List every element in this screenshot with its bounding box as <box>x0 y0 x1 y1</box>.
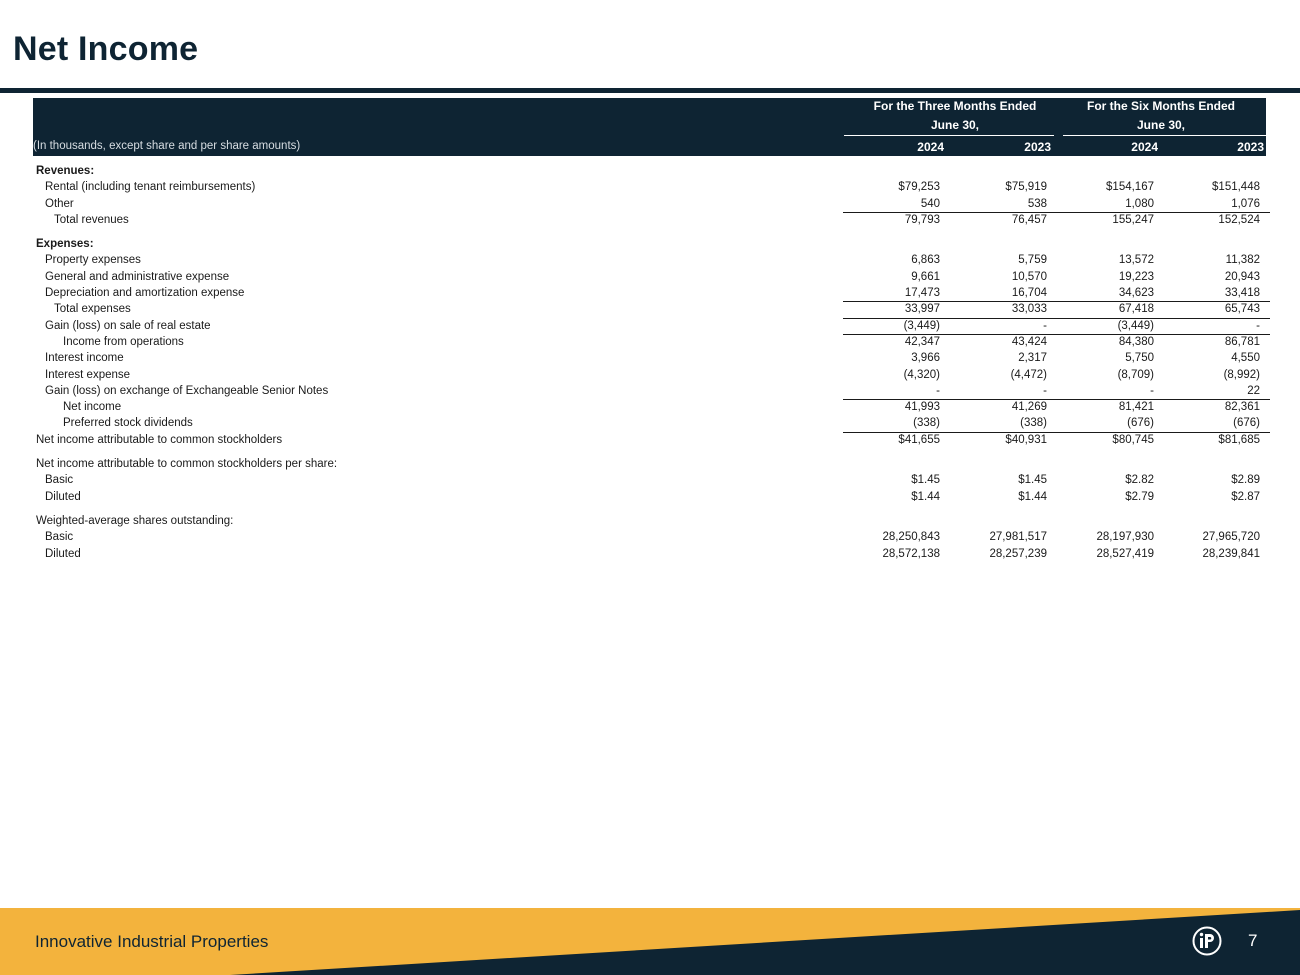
row-value: 538 <box>1027 197 1047 210</box>
row-value-text: 82,361 <box>1224 401 1260 414</box>
title-divider <box>0 88 1300 93</box>
subtotal-rule <box>1057 301 1164 302</box>
page-number: 7 <box>1248 931 1258 950</box>
row-label: Other <box>45 197 74 210</box>
table-row <box>33 472 1266 488</box>
table-header <box>33 98 1266 156</box>
row-value-text: 76,457 <box>1011 213 1047 226</box>
subtotal-rule <box>1163 399 1270 400</box>
row-label: Interest expense <box>45 368 131 381</box>
row-value-text: $81,685 <box>1218 433 1260 446</box>
group-underline-three-months <box>844 135 1054 136</box>
row-value <box>844 318 940 334</box>
subtotal-rule <box>843 399 950 400</box>
subtotal-rule <box>843 301 950 302</box>
row-label: Net income attributable to common stockholders <box>36 433 283 446</box>
row-value: 33,418 <box>1224 287 1260 300</box>
row-value: $1.45 <box>911 474 940 487</box>
subtotal-rule <box>1163 318 1270 319</box>
row-value-text: 33,997 <box>904 303 940 316</box>
row-value: 28,197,930 <box>1096 531 1154 544</box>
row-value: (4,472) <box>1010 368 1047 381</box>
row-value <box>951 399 1047 415</box>
row-label: Weighted-average shares outstanding: <box>36 514 234 527</box>
row-label: Total expenses <box>54 303 131 316</box>
row-value <box>844 212 940 228</box>
row-value: - <box>1043 384 1047 397</box>
row-value: (338) <box>913 417 940 430</box>
subtotal-rule <box>1057 432 1164 433</box>
row-value: 13,572 <box>1118 254 1154 267</box>
row-value-text: - <box>1043 319 1047 332</box>
row-value <box>1164 212 1260 228</box>
row-value: - <box>1150 384 1154 397</box>
year-header: 2024 <box>917 140 944 154</box>
table-row <box>33 285 1266 301</box>
row-value: 2,317 <box>1018 352 1047 365</box>
table-row <box>33 196 1266 212</box>
row-value-text: 67,418 <box>1118 303 1154 316</box>
row-value: 28,257,239 <box>989 547 1047 560</box>
row-value <box>1164 399 1260 415</box>
row-label: Property expenses <box>45 254 141 267</box>
row-value-text: 41,269 <box>1011 401 1047 414</box>
row-label: Preferred stock dividends <box>63 417 193 430</box>
row-value: (676) <box>1127 417 1154 430</box>
row-label: Basic <box>45 531 74 544</box>
subtotal-rule <box>950 212 1057 213</box>
table-row <box>33 252 1266 268</box>
subtotal-rule <box>950 318 1057 319</box>
row-value-text: 41,993 <box>904 401 940 414</box>
row-value: $154,167 <box>1106 181 1154 194</box>
row-value: $1.44 <box>911 490 940 503</box>
row-value: 27,965,720 <box>1202 531 1260 544</box>
row-value: 27,981,517 <box>989 531 1047 544</box>
footer-company-name: Innovative Industrial Properties <box>35 932 269 951</box>
subtotal-rule <box>1057 318 1164 319</box>
table-row <box>33 179 1266 195</box>
row-value: $75,919 <box>1005 181 1047 194</box>
table-row <box>33 456 1266 472</box>
row-value-text: 86,781 <box>1224 335 1260 348</box>
row-value: (676) <box>1233 417 1260 430</box>
row-value: $2.79 <box>1125 490 1154 503</box>
table-row <box>33 529 1266 545</box>
row-label: Net income <box>63 401 122 414</box>
row-value <box>951 334 1047 350</box>
row-label: Revenues: <box>36 165 95 177</box>
row-value: $151,448 <box>1212 181 1260 194</box>
row-value-text: 152,524 <box>1218 213 1260 226</box>
row-value <box>1058 432 1154 448</box>
row-value: (8,709) <box>1117 368 1154 381</box>
row-value <box>1058 399 1154 415</box>
row-value <box>951 212 1047 228</box>
subtotal-rule <box>950 334 1057 335</box>
row-value <box>951 432 1047 448</box>
row-value-text: $80,745 <box>1112 433 1154 446</box>
row-value-text: (3,449) <box>903 319 940 332</box>
row-value: 16,704 <box>1011 287 1047 300</box>
row-value: 17,473 <box>904 287 940 300</box>
row-value: 20,943 <box>1224 270 1260 283</box>
row-value-text: 65,743 <box>1224 303 1260 316</box>
row-value <box>1164 301 1260 317</box>
row-value-text: 155,247 <box>1112 213 1154 226</box>
row-value-text: - <box>1256 319 1260 332</box>
row-label: Depreciation and amortization expense <box>45 287 245 300</box>
table-row <box>33 489 1266 505</box>
table-row <box>33 236 1266 252</box>
row-value: $1.45 <box>1018 474 1047 487</box>
row-value <box>951 318 1047 334</box>
row-value: 1,076 <box>1231 197 1260 210</box>
group-header-six-months-date: June 30, <box>1136 118 1186 132</box>
table-row <box>33 350 1266 366</box>
row-label: General and administrative expense <box>45 270 230 283</box>
row-value: $2.82 <box>1125 474 1154 487</box>
row-label: Gain (loss) on sale of real estate <box>45 319 211 332</box>
group-header-six-months: For the Six Months Ended <box>1086 99 1235 113</box>
table-row <box>33 269 1266 285</box>
row-value-text: 81,421 <box>1118 401 1154 414</box>
row-value: 3,966 <box>911 352 940 365</box>
table-row <box>33 513 1266 529</box>
row-value-text: 84,380 <box>1118 335 1154 348</box>
row-label: Interest income <box>45 352 124 365</box>
row-value <box>844 301 940 317</box>
subtotal-rule <box>1163 432 1270 433</box>
unit-label: (In thousands, except share and per share amounts) <box>33 140 301 152</box>
row-value: 4,550 <box>1231 352 1260 365</box>
row-value: 34,623 <box>1118 287 1154 300</box>
row-value: 28,239,841 <box>1202 547 1260 560</box>
row-value: $2.87 <box>1231 490 1260 503</box>
row-value-text: $40,931 <box>1005 433 1047 446</box>
subtotal-rule <box>843 432 950 433</box>
table-row <box>33 399 1266 415</box>
row-value: - <box>936 384 940 397</box>
row-value <box>1164 318 1260 334</box>
table-row <box>33 383 1266 399</box>
group-header-three-months-date: June 30, <box>930 118 980 132</box>
year-header: 2023 <box>1237 140 1264 154</box>
row-label: Net income attributable to common stockholders per share: <box>36 458 338 471</box>
row-value-text: 42,347 <box>904 335 940 348</box>
year-header: 2023 <box>1024 140 1051 154</box>
row-value: 9,661 <box>911 270 940 283</box>
row-value <box>844 399 940 415</box>
row-value: 11,382 <box>1225 254 1260 267</box>
row-value <box>951 301 1047 317</box>
subtotal-rule <box>1057 334 1164 335</box>
table-row <box>33 546 1266 562</box>
row-value <box>1058 212 1154 228</box>
table-row <box>33 432 1266 448</box>
row-label: Total revenues <box>54 213 129 226</box>
row-value: 6,863 <box>911 254 940 267</box>
company-logo-icon <box>1192 926 1222 956</box>
group-underline-six-months <box>1063 135 1266 136</box>
row-value-text: 33,033 <box>1011 303 1047 316</box>
row-value: 10,570 <box>1011 270 1047 283</box>
row-label: Basic <box>45 474 74 487</box>
row-value <box>1058 318 1154 334</box>
row-value-text: (3,449) <box>1117 319 1154 332</box>
row-value: (338) <box>1020 417 1047 430</box>
year-header: 2024 <box>1131 140 1158 154</box>
row-value <box>1164 334 1260 350</box>
subtotal-rule <box>1057 212 1164 213</box>
table-row <box>33 367 1266 383</box>
row-value <box>1058 334 1154 350</box>
group-header-three-months: For the Three Months Ended <box>873 99 1037 113</box>
table-row <box>33 301 1266 317</box>
row-label: Gain (loss) on exchange of Exchangeable Senior Notes <box>45 384 329 397</box>
table-row <box>33 163 1266 179</box>
subtotal-rule <box>843 318 950 319</box>
row-value-text: $41,655 <box>898 433 940 446</box>
row-value: 28,572,138 <box>882 547 940 560</box>
row-value: $79,253 <box>898 181 940 194</box>
subtotal-rule <box>1163 212 1270 213</box>
subtotal-rule <box>843 334 950 335</box>
page-title: Net Income <box>13 30 199 68</box>
subtotal-rule <box>950 432 1057 433</box>
row-label: Rental (including tenant reimbursements) <box>45 181 256 194</box>
subtotal-rule <box>950 399 1057 400</box>
row-label: Diluted <box>45 490 81 503</box>
row-value: 19,223 <box>1118 270 1154 283</box>
row-label: Expenses: <box>36 238 94 251</box>
row-value: 22 <box>1247 384 1260 397</box>
subtotal-rule <box>950 301 1057 302</box>
row-value-text: 79,793 <box>904 213 940 226</box>
row-value <box>1058 301 1154 317</box>
row-label: Income from operations <box>63 335 184 348</box>
row-label: Diluted <box>45 547 81 560</box>
row-value: (8,992) <box>1223 368 1260 381</box>
row-value: 5,759 <box>1018 254 1047 267</box>
row-value <box>844 432 940 448</box>
row-value <box>844 334 940 350</box>
table-row <box>33 318 1266 334</box>
row-value: 1,080 <box>1125 197 1154 210</box>
row-value: 5,750 <box>1125 352 1154 365</box>
table-row <box>33 212 1266 228</box>
subtotal-rule <box>843 212 950 213</box>
row-value: 28,250,843 <box>882 531 940 544</box>
subtotal-rule <box>1057 399 1164 400</box>
row-value: $1.44 <box>1018 490 1047 503</box>
row-value: 540 <box>920 197 940 210</box>
row-value: 28,527,419 <box>1096 547 1154 560</box>
row-value-text: 43,424 <box>1011 335 1047 348</box>
row-value <box>1164 432 1260 448</box>
income-statement-table <box>33 163 1266 562</box>
subtotal-rule <box>1163 334 1270 335</box>
row-value: $2.89 <box>1231 474 1260 487</box>
row-value: (4,320) <box>903 368 940 381</box>
table-row <box>33 334 1266 350</box>
table-row <box>33 415 1266 431</box>
subtotal-rule <box>1163 301 1270 302</box>
